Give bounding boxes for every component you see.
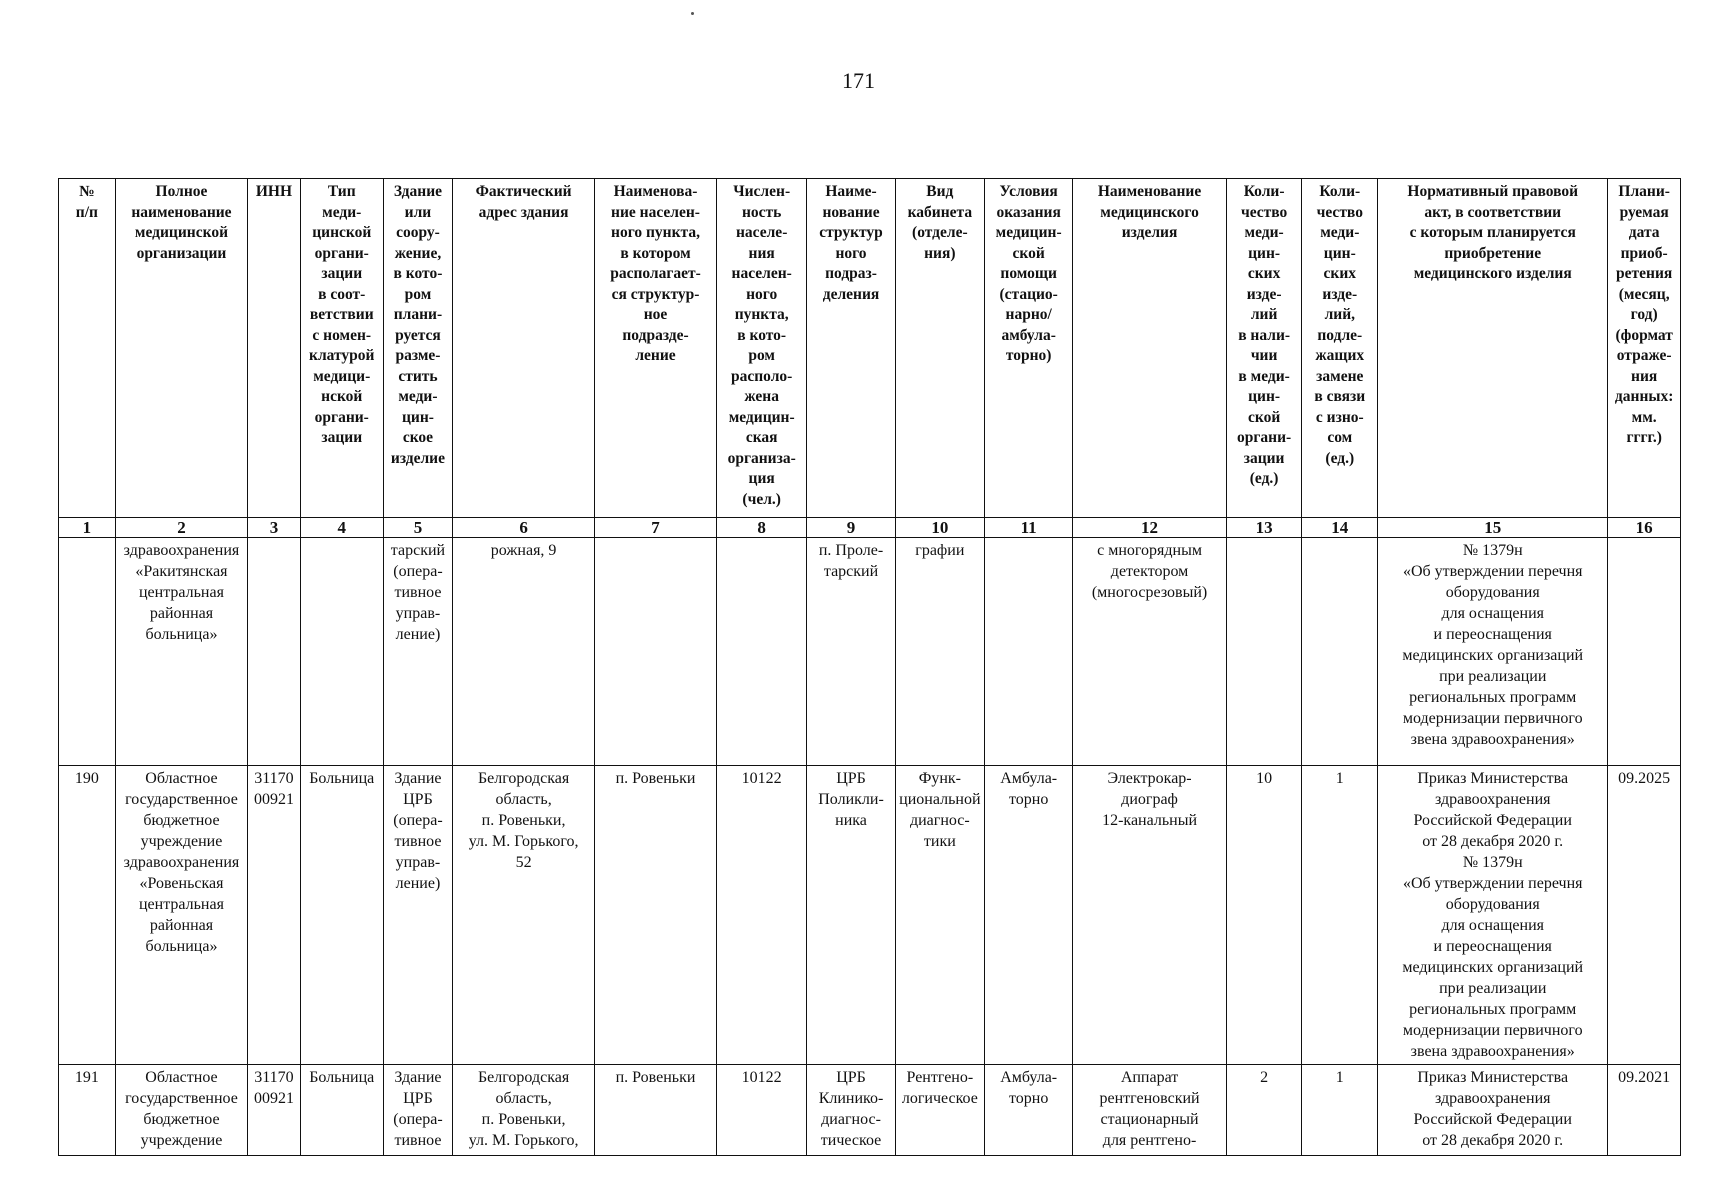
- cell-address: Белгородская область, п. Ровеньки, ул. М. Горького,: [453, 1065, 595, 1156]
- cell-qty-replace: 1: [1302, 766, 1378, 1065]
- column-number: 1: [59, 518, 116, 538]
- cell-qty-replace: [1302, 538, 1378, 766]
- cell-inn: 31170 00921: [248, 1065, 301, 1156]
- cell-date: 09.2021: [1608, 1065, 1681, 1156]
- header-cell-building: Здание или соору- жение, в кото- ром плани- руется разме- стить меди- цин- ское изделие: [383, 179, 452, 518]
- cell-population: 10122: [716, 766, 806, 1065]
- cell-room: графии: [895, 538, 984, 766]
- header-cell-locality: Наименова- ние населен- ного пункта, в котором располагает- ся структур- ное подразде- ление: [595, 179, 717, 518]
- column-number: 9: [807, 518, 895, 538]
- cell-address: Белгородская область, п. Ровеньки, ул. М. Горького, 52: [453, 766, 595, 1065]
- cell-inn: [248, 538, 301, 766]
- column-number: 2: [115, 518, 247, 538]
- cell-population: 10122: [716, 1065, 806, 1156]
- cell-conditions: Амбула- торно: [985, 766, 1073, 1065]
- column-number: 4: [300, 518, 383, 538]
- cell-org: здравоохранения «Ракитянская центральная районная больница»: [115, 538, 247, 766]
- column-number: 16: [1608, 518, 1681, 538]
- header-cell-org: Полное наименование медицинской организации: [115, 179, 247, 518]
- header-cell-act: Нормативный правовой акт, в соответствии с которым планируется приобретение медицинского изделия: [1378, 179, 1608, 518]
- column-number: 13: [1226, 518, 1302, 538]
- header-cell-date: Плани- руемая дата приоб- ретения (месяц, год) (формат отраже- ния данных: мм. гггг.): [1608, 179, 1681, 518]
- column-number: 8: [716, 518, 806, 538]
- column-number: 10: [895, 518, 984, 538]
- cell-qty-have: [1226, 538, 1302, 766]
- cell-type: Больница: [300, 766, 383, 1065]
- cell-org: Областное государственное бюджетное учреждение: [115, 1065, 247, 1156]
- scan-speck: [691, 12, 694, 15]
- column-number: 12: [1073, 518, 1226, 538]
- column-number: 11: [985, 518, 1073, 538]
- column-number: 5: [383, 518, 452, 538]
- equipment-table: [58, 178, 1681, 1156]
- header-cell-no: № п/п: [59, 179, 116, 518]
- cell-type: [300, 538, 383, 766]
- header-cell-inn: ИНН: [248, 179, 301, 518]
- cell-locality: п. Ровеньки: [595, 1065, 717, 1156]
- column-number: 3: [248, 518, 301, 538]
- cell-no: 191: [59, 1065, 116, 1156]
- cell-room: Функ- циональной диагнос- тики: [895, 766, 984, 1065]
- cell-qty-have: 2: [1226, 1065, 1302, 1156]
- cell-date: 09.2025: [1608, 766, 1681, 1065]
- column-number: 6: [453, 518, 595, 538]
- column-number: 15: [1378, 518, 1608, 538]
- cell-conditions: [985, 538, 1073, 766]
- cell-act: Приказ Министерства здравоохранения Российской Федерации от 28 декабря 2020 г. № 1379н «Об утверждении перечня оборудования для оснащения и переоснащения медицинских организаций при реализации региональных программ модернизации первичного звена здравоохранения»: [1378, 766, 1608, 1065]
- header-cell-qty-replace: Коли- чество меди- цин- ских изде- лий, подле- жащих замене в связи с изно- сом (ед.): [1302, 179, 1378, 518]
- cell-inn: 31170 00921: [248, 766, 301, 1065]
- cell-locality: [595, 538, 717, 766]
- header-cell-room: Вид кабинета (отделе- ния): [895, 179, 984, 518]
- cell-building: тарский (опера- тивное управ- ление): [383, 538, 452, 766]
- table-row: [59, 766, 1681, 1065]
- cell-building: Здание ЦРБ (опера- тивное: [383, 1065, 452, 1156]
- table-row: [59, 538, 1681, 766]
- header-cell-unit: Наиме- нование структур ного подраз- деления: [807, 179, 895, 518]
- cell-qty-replace: 1: [1302, 1065, 1378, 1156]
- page-number: 171: [842, 68, 875, 93]
- cell-population: [716, 538, 806, 766]
- cell-conditions: Амбула- торно: [985, 1065, 1073, 1156]
- cell-act: Приказ Министерства здравоохранения Российской Федерации от 28 декабря 2020 г.: [1378, 1065, 1608, 1156]
- cell-locality: п. Ровеньки: [595, 766, 717, 1065]
- cell-device: Аппарат рентгеновский стационарный для рентгено-: [1073, 1065, 1226, 1156]
- header-cell-address: Фактический адрес здания: [453, 179, 595, 518]
- column-number: 14: [1302, 518, 1378, 538]
- cell-org: Областное государственное бюджетное учреждение здравоохранения «Ровеньская центральная районная больница»: [115, 766, 247, 1065]
- cell-act: № 1379н «Об утверждении перечня оборудования для оснащения и переоснащения медицинских организаций при реализации региональных программ модернизации первичного звена здравоохранения»: [1378, 538, 1608, 766]
- cell-unit: ЦРБ Клинико- диагнос- тическое: [807, 1065, 895, 1156]
- column-number-row: [59, 518, 1681, 538]
- cell-address: рожная, 9: [453, 538, 595, 766]
- cell-room: Рентгено- логическое: [895, 1065, 984, 1156]
- cell-building: Здание ЦРБ (опера- тивное управ- ление): [383, 766, 452, 1065]
- column-number: 7: [595, 518, 717, 538]
- header-cell-device: Наименование медицинского изделия: [1073, 179, 1226, 518]
- cell-date: [1608, 538, 1681, 766]
- cell-qty-have: 10: [1226, 766, 1302, 1065]
- cell-device: Электрокар- диограф 12-канальный: [1073, 766, 1226, 1065]
- cell-unit: ЦРБ Поликли- ника: [807, 766, 895, 1065]
- table-row: [59, 1065, 1681, 1156]
- header-cell-qty-have: Коли- чество меди- цин- ских изде- лий в нали- чии в меди- цин- ской органи- зации (ед.): [1226, 179, 1302, 518]
- cell-no: [59, 538, 116, 766]
- header-cell-conditions: Условия оказания медицин- ской помощи (стацио- нарно/ амбула- торно): [985, 179, 1073, 518]
- cell-type: Больница: [300, 1065, 383, 1156]
- header-row: [59, 179, 1681, 518]
- cell-device: с многорядным детектором (многосрезовый): [1073, 538, 1226, 766]
- cell-no: 190: [59, 766, 116, 1065]
- cell-unit: п. Проле- тарский: [807, 538, 895, 766]
- header-cell-type: Тип меди- цинской органи- зации в соот- ветствии с номен- клатурой медици- нской органи- зации: [300, 179, 383, 518]
- header-cell-population: Числен- ность населе- ния населен- ного пункта, в кото- ром располо- жена медицин- ская организа- ция (чел.): [716, 179, 806, 518]
